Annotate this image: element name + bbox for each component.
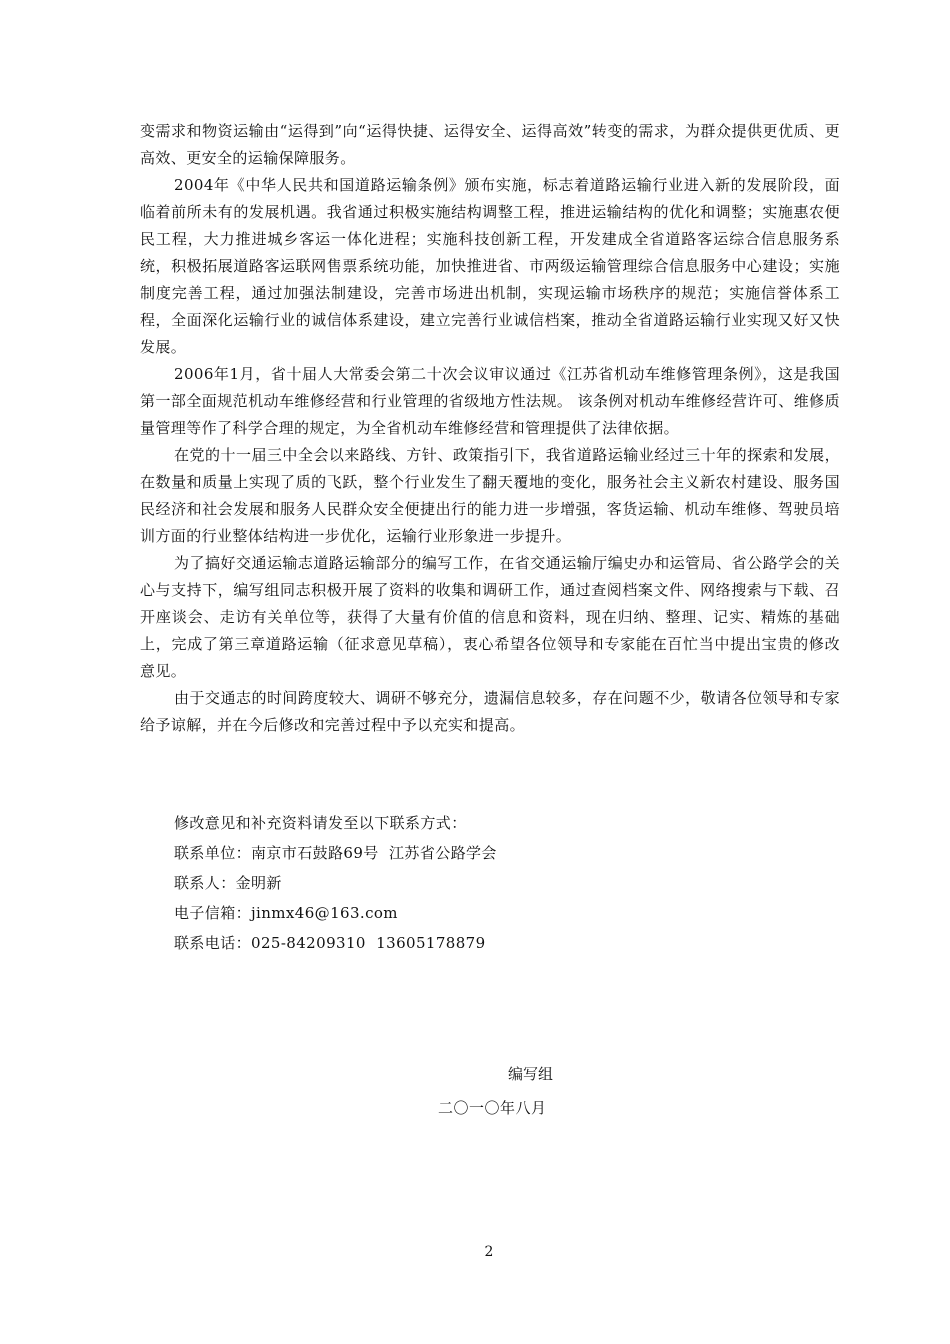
document-body [140,118,840,739]
paragraph-compilation: 为了搞好交通运输志道路运输部分的编写工作，在省交通运输厅编史办和运管局、省公路学会的关心与支持下，编写组同志积极开展了资料的收集和调研工作，通过查阅档案文件、网络搜索与下载、召开座谈会、走访有关单位等，获得了大量有价值的信息和资料，现在归纳、整理、记实、精炼的基础上，完成了第三章道路运输（征求意见草稿），衷心希望各位领导和专家能在百忙当中提出宝贵的修改意见。 [140,554,840,680]
signature-date: 二〇一〇年八月 [438,1099,547,1117]
contact-phone: 联系电话：025-84209310 13605178879 [174,934,486,952]
page-number: 2 [484,1244,494,1260]
contact-unit: 联系单位：南京市石鼓路69号 江苏省公路学会 [174,844,497,862]
paragraph-continuation: 变需求和物资运输由“运得到”向“运得快捷、运得安全、运得高效”转变的需求，为群众提供更优质、更高效、更安全的运输保障服务。 [140,122,840,167]
paragraph-2004-regulation: 2004年《中华人民共和国道路运输条例》颁布实施，标志着道路运输行业进入新的发展阶段，面临着前所未有的发展机遇。我省通过积极实施结构调整工程，推进运输结构的优化和调整；实施惠农便民工程，大力推进城乡客运一体化进程；实施科技创新工程，开发建成全省道路客运综合信息服务系统，积极拓展道路客运联网售票系统功能，加快推进省、市两级运输管理综合信息服务中心建设；实施制度完善工程，通过加强法制建设，完善市场进出机制，实现运输市场秩序的规范；实施信誉体系工程，全面深化运输行业的诚信体系建设，建立完善行业诚信档案，推动全省道路运输行业实现又好又快发展。 [140,176,840,356]
paragraph-apology: 由于交通志的时间跨度较大、调研不够充分，遗漏信息较多，存在问题不少，敬请各位领导和专家给予谅解，并在今后修改和完善过程中予以充实和提高。 [140,689,840,734]
paragraph-2006-regulation: 2006年1月，省十届人大常委会第二十次会议审议通过《江苏省机动车维修管理条例》，这是我国第一部全面规范机动车维修经营和行业管理的省级地方性法规。 该条例对机动车维修经营许可、维修质量管理等作了科学合理的规定，为全省机动车维修经营和管理提供了法律依据。 [140,365,840,437]
paragraph-development: 在党的十一届三中全会以来路线、方针、政策指引下，我省道路运输业经过三十年的探索和发展，在数量和质量上实现了质的飞跃，整个行业发生了翻天覆地的变化，服务社会主义新农村建设、服务国民经济和社会发展和服务人民群众安全便捷出行的能力进一步增强，客货运输、机动车维修、驾驶员培训方面的行业整体结构进一步优化，运输行业形象进一步提升。 [140,446,840,545]
contact-block [174,808,774,958]
contact-intro: 修改意见和补充资料请发至以下联系方式： [174,814,467,832]
contact-email: 电子信箱：jinmx46@163.com [174,904,398,922]
signature-group: 编写组 [508,1065,554,1083]
contact-person: 联系人：金明新 [174,874,282,892]
